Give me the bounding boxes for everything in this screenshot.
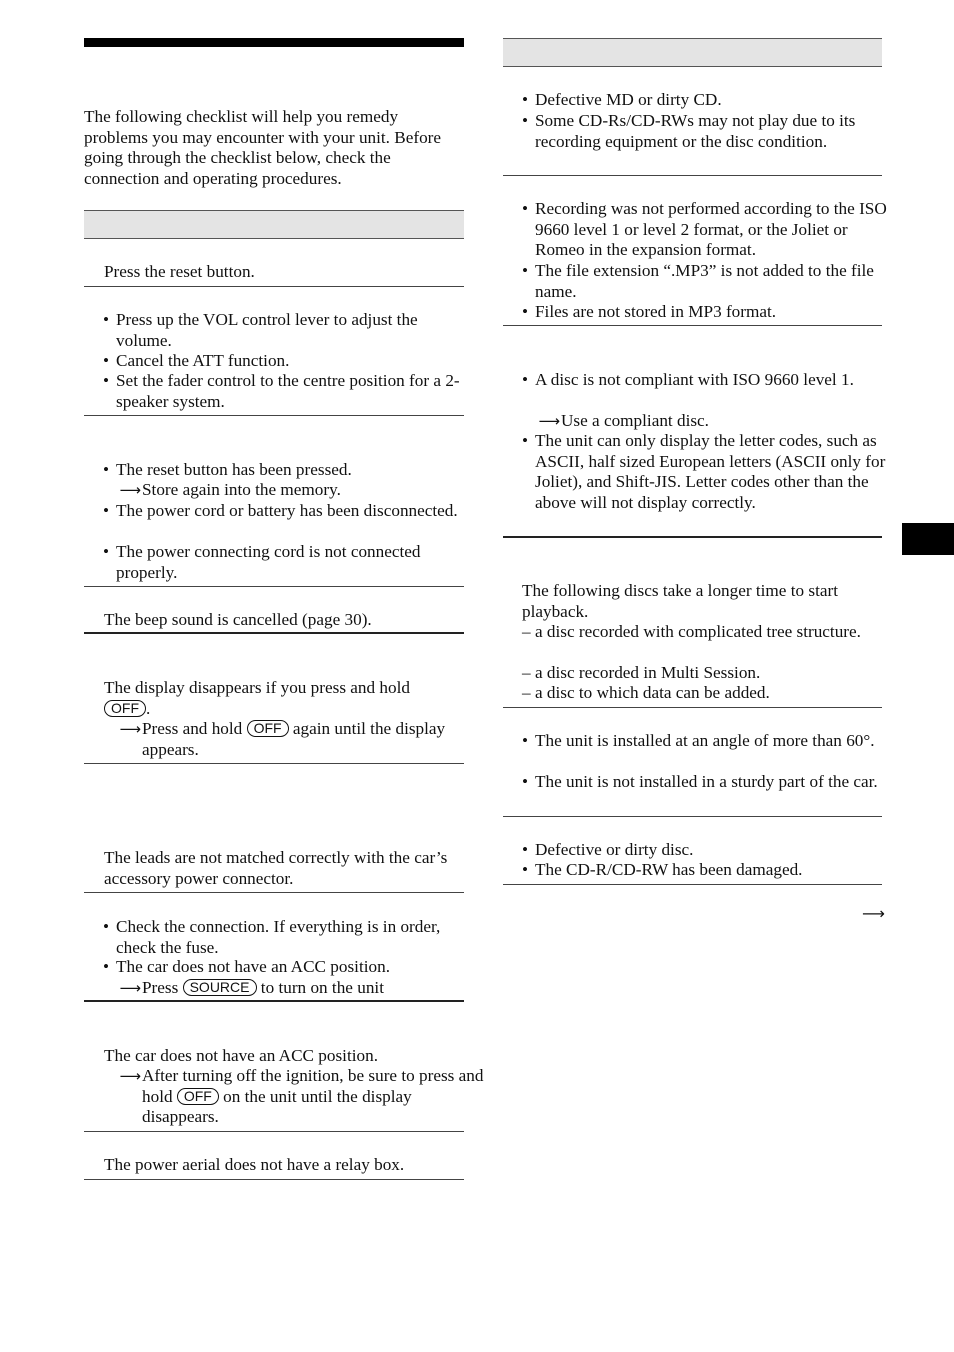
divider bbox=[84, 632, 464, 634]
list-item: • Some CD-Rs/CD-RWs may not play due to its recording equipment or the disc condition. bbox=[522, 111, 895, 152]
intro-paragraph: The following checklist will help you remedy problems you may encounter with your unit. Before going through the checklist below, check the connection and operating procedures. bbox=[84, 107, 442, 188]
remedy-arrow-line: ⟶Press and hold OFF again until the display appears. bbox=[116, 719, 490, 760]
list-item: • Check the connection. If everything is in order, check the fuse. bbox=[103, 917, 477, 958]
remedy-arrow-line: ⟶Press SOURCE to turn on the unit bbox=[116, 978, 490, 999]
remedy-text: The display disappears if you press and hold OFF . bbox=[104, 678, 410, 718]
remedy-arrow-line: ⟶Store again into the memory. bbox=[116, 480, 490, 501]
arrow-icon: ⟶ bbox=[119, 720, 141, 738]
list-item: • Recording was not performed according to the ISO 9660 level 1 or level 2 format, or the Joliet or Romeo in the expansion format. bbox=[522, 199, 895, 261]
list-item: • The CD-R/CD-RW has been damaged. bbox=[522, 860, 895, 881]
divider bbox=[84, 586, 464, 587]
list-item: – a disc to which data can be added. bbox=[522, 683, 895, 704]
divider bbox=[503, 884, 882, 885]
list-item: • Defective or dirty disc. bbox=[522, 840, 895, 861]
divider bbox=[84, 415, 464, 416]
list-item: – a disc recorded with complicated tree structure. bbox=[522, 622, 895, 643]
list-item: • Files are not stored in MP3 format. bbox=[522, 302, 895, 323]
page-edge-tab bbox=[902, 523, 954, 555]
source-key-icon: SOURCE bbox=[183, 979, 257, 996]
divider bbox=[84, 763, 464, 764]
list-item: • The unit can only display the letter codes, such as ASCII, half sized European letters (ASCII only for Joliet), and Shift-JIS. Letter codes other than the above will not display correctly. bbox=[522, 431, 895, 513]
divider bbox=[84, 286, 464, 287]
list-item: • The reset button has been pressed. bbox=[103, 460, 477, 481]
list-item: • Cancel the ATT function. bbox=[103, 351, 477, 372]
continued-arrow-icon: ⟶ bbox=[862, 904, 885, 923]
divider bbox=[84, 1000, 464, 1002]
off-key-icon: OFF bbox=[104, 700, 146, 717]
divider bbox=[84, 1179, 464, 1180]
arrow-icon: ⟶ bbox=[538, 412, 560, 430]
list-item: • The car does not have an ACC position. bbox=[103, 957, 477, 978]
list-item: • The power cord or battery has been disconnected. bbox=[103, 501, 477, 522]
list-item: • Set the fader control to the centre position for a 2-speaker system. bbox=[103, 371, 477, 412]
remedy-text: The following discs take a longer time to start playback. bbox=[522, 581, 838, 621]
remedy-text: The power aerial does not have a relay box. bbox=[104, 1155, 405, 1174]
arrow-icon: ⟶ bbox=[119, 979, 141, 997]
remedy-arrow-line: ⟶After turning off the ignition, be sure to press and hold OFF on the unit until the display disappears. bbox=[116, 1066, 490, 1128]
off-key-icon: OFF bbox=[247, 720, 289, 737]
divider bbox=[503, 707, 882, 708]
list-item: • Press up the VOL control lever to adjust the volume. bbox=[103, 310, 477, 351]
section-header-band bbox=[84, 210, 464, 239]
list-item: • The unit is not installed in a sturdy part of the car. bbox=[522, 772, 895, 793]
list-item: – a disc recorded in Multi Session. bbox=[522, 663, 895, 684]
divider bbox=[84, 892, 464, 893]
divider bbox=[503, 816, 882, 817]
list-item: • The unit is installed at an angle of more than 60°. bbox=[522, 731, 895, 752]
remedy-text: The car does not have an ACC position. bbox=[104, 1046, 378, 1065]
off-key-icon: OFF bbox=[177, 1088, 219, 1105]
remedy-arrow-line: ⟶Use a compliant disc. bbox=[535, 411, 908, 432]
title-bar bbox=[84, 38, 464, 47]
list-item: • The power connecting cord is not connected properly. bbox=[103, 542, 477, 583]
list-item: • The file extension “.MP3” is not added to the file name. bbox=[522, 261, 895, 302]
remedy-text: The leads are not matched correctly with the car’s accessory power connector. bbox=[104, 848, 448, 888]
divider bbox=[503, 325, 882, 326]
remedy-text: The beep sound is cancelled (page 30). bbox=[104, 610, 372, 629]
remedy-text: Press the reset button. bbox=[104, 262, 255, 281]
divider bbox=[503, 175, 882, 176]
divider bbox=[84, 1131, 464, 1132]
section-header-band bbox=[503, 38, 882, 67]
arrow-icon: ⟶ bbox=[119, 481, 141, 499]
divider bbox=[503, 536, 882, 538]
list-item: • A disc is not compliant with ISO 9660 level 1. bbox=[522, 370, 895, 391]
arrow-icon: ⟶ bbox=[119, 1067, 141, 1085]
list-item: • Defective MD or dirty CD. bbox=[522, 90, 895, 111]
